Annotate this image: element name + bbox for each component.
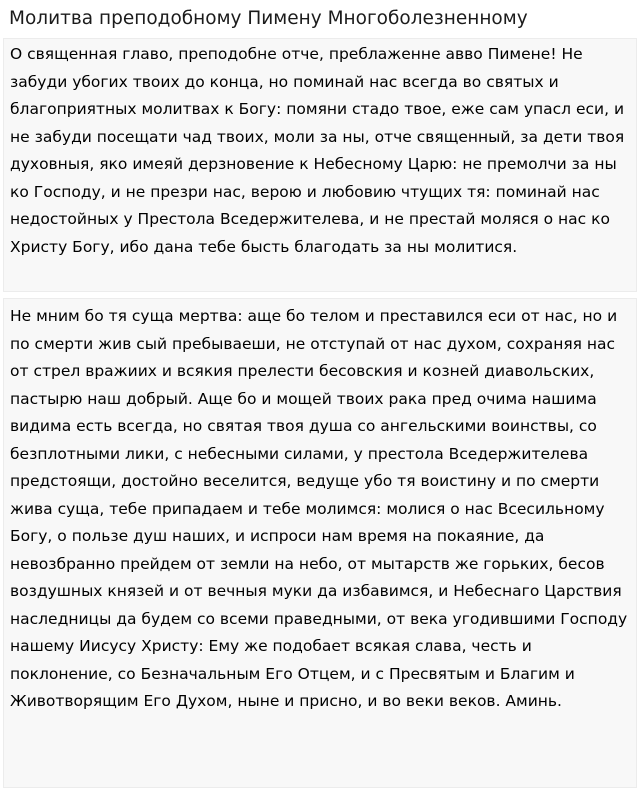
prayer-title: Молитва преподобному Пимену Многоболезненному (9, 8, 528, 29)
prayer-paragraph-2: Не мним бо тя суща мертва: аще бо телом и преставился еси от нас, но и по смерти жив сый пребываеши, не отступай от нас духом, сохраняя нас от стрел вражиих и всякия прелести бесовския и козней диавольских, пастырю наш добрый. Аще бо и мощей твоих рака пред очима нашима видима есть всегда, но святая твоя душа со ангельскими воинствы, со безплотными лики, с небесными силами, у престола Вседержителева предстоящи, достойно веселится, ведуще убо тя воистину и по смерти жива суща, тебе припадаем и тебе молимся: молися о нас Всесильному Богу, о пользе душ наших, и испроси нам время на покаяние, да невозбранно прейдем от земли на небо, от мытарств же горьких, бесов воздушных князей и от вечныя муки да избавимся, и Небеснаго Царствия наследницы да будем со всеми праведными, от века угодившими Господу нашему Иисусу Христу: Ему же подобает всякая слава, честь и поклонение, со Безначальным Его Отцем, и с Пресвятым и Благим и Животворящим Его Духом, ныне и присно, и во веки веков. Аминь. (3, 298, 637, 788)
prayer-paragraph-1: О священная главо, преподобне отче, преблаженне авво Пимене! Не забуди убогих твоих до конца, но поминай нас всегда во святых и благоприятных молитвах к Богу: помяни стадо твое, еже сам упасл еси, и не забуди посещати чад твоих, моли за ны, отче священный, за дети твоя духовныя, яко имеяй дерзновение к Небесному Царю: не премолчи за ны ко Господу, и не презри нас, верою и любовию чтущих тя: поминай нас недостойных у Престола Вседержителева, и не престай моляся о нас ко Христу Богу, ибо дана тебе бысть благодать за ны молитися. (3, 38, 637, 292)
